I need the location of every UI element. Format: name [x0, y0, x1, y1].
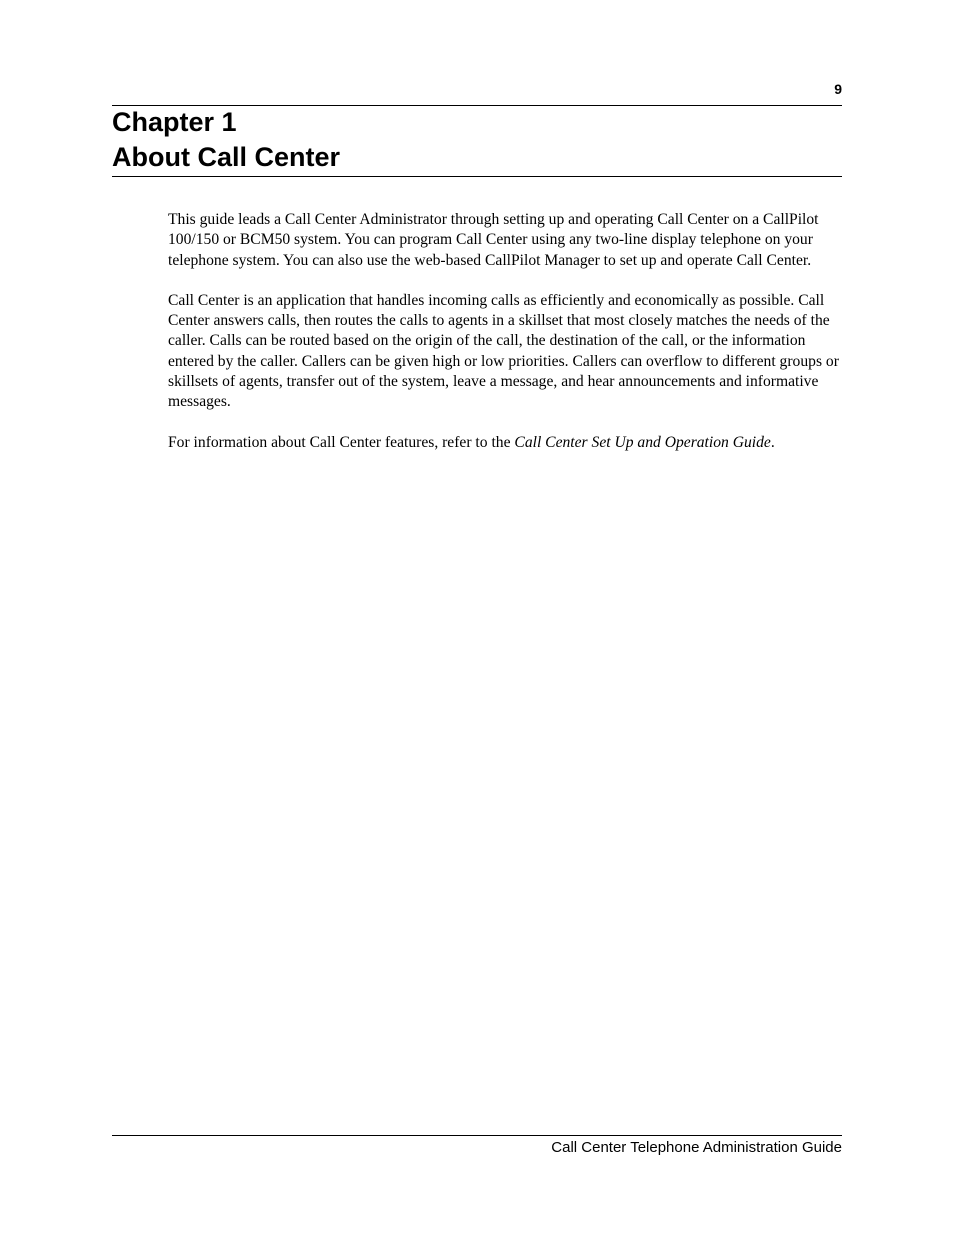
paragraph-intro: This guide leads a Call Center Administrator through setting up and operating Call Center on a CallPilot 100/150 or BCM50 system. You can program Call Center using any two-line display telephone on your telephone system. You can also use the web-based CallPilot Manager to set up and operate Call Center.: [168, 211, 819, 269]
chapter-heading: [112, 105, 842, 175]
footer-document-title: Call Center Telephone Administration Guide: [551, 1139, 842, 1156]
paragraph-reference: [168, 433, 843, 453]
body-content: [168, 210, 843, 473]
paragraph-description: Call Center is an application that handles incoming calls as efficiently and economically as possible. Call Center answers calls, then routes the calls to agents in a skillset that most closely matches the needs of the caller. Calls can be routed based on the origin of the call, the destination of the call, or the information entered by the caller. Callers can be given high or low priorities. Callers can overflow to different groups or skillsets of agents, transfer out of the system, leave a message, and hear announcements and informative messages.: [168, 291, 839, 411]
title-rule: [112, 176, 842, 177]
reference-prefix: For information about Call Center features, refer to the: [168, 433, 515, 451]
reference-document-title: Call Center Set Up and Operation Guide: [514, 433, 771, 451]
chapter-title: About Call Center: [112, 142, 341, 172]
reference-suffix: .: [770, 433, 775, 451]
page-number: 9: [834, 81, 842, 97]
footer-rule: [112, 1135, 842, 1136]
chapter-label: Chapter 1: [112, 107, 237, 137]
